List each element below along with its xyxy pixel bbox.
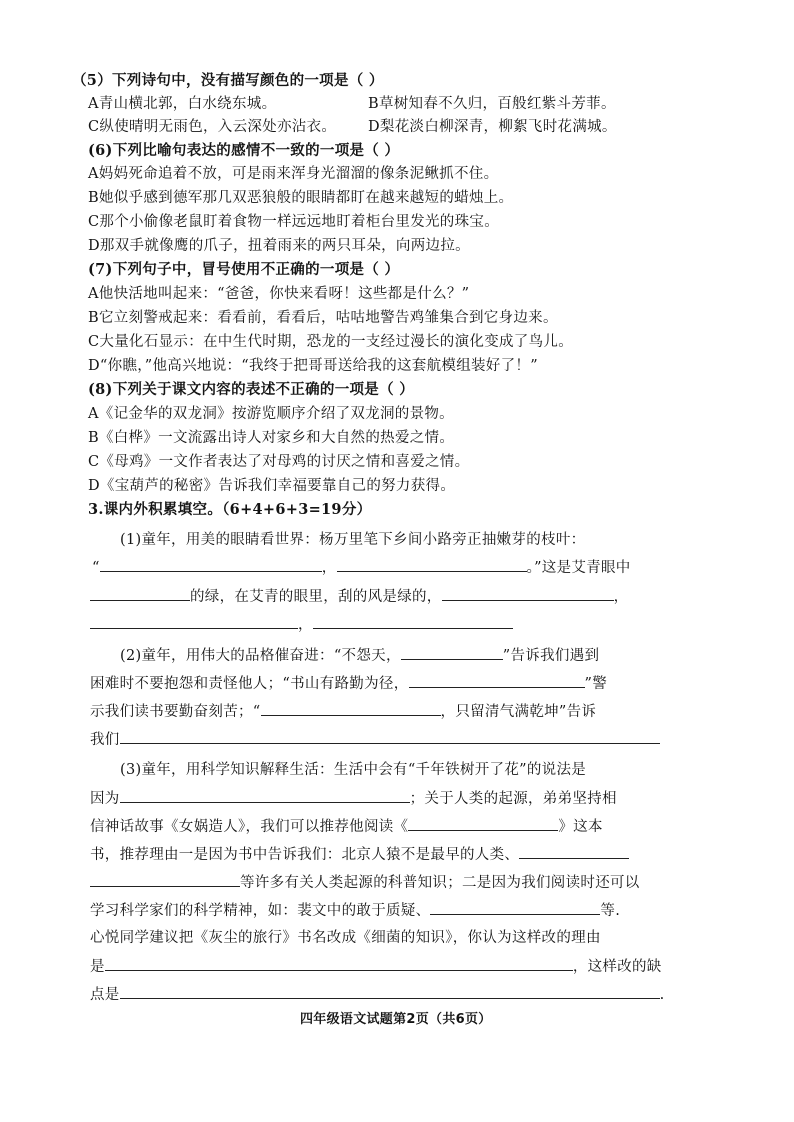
q7-option-a: A他快活地叫起来：“爸爸，你快来看呀！这些都是什么？” <box>88 286 470 302</box>
fill3-line5 <box>90 872 640 893</box>
fill2-text1: (2)童年，用伟大的品格催奋进：“不怨天， <box>120 648 401 664</box>
q8-option-d: D《宝葫芦的秘密》告诉我们幸福要靠自己的努力获得。 <box>88 478 456 494</box>
fill3-text3: 信神话故事《女娲造人》，我们可以推荐他阅读《 <box>90 819 409 835</box>
fill3-line1: (3)童年，用科学知识解释生活：生活中会有“千年铁树开了花”的说法是 <box>120 762 587 778</box>
fill1-blank1[interactable] <box>100 557 322 572</box>
fill3-text9: 点是 <box>90 987 120 1003</box>
fill3-line3 <box>90 816 603 837</box>
fill3-text5: 等许多有关人类起源的科普知识；二是因为我们阅读时还可以 <box>240 875 640 891</box>
fill2-line2 <box>90 673 607 694</box>
q5-title: （5）下列诗句中，没有描写颜色的一项是（ ） <box>72 72 384 89</box>
q8-option-c: C《母鸡》一文作者表达了对母鸡的讨厌之情和喜爱之情。 <box>88 454 470 470</box>
q6-option-d: D那双手就像鹰的爪子，扭着雨来的两只耳朵，向两边拉。 <box>88 238 470 254</box>
fill1-blank2[interactable] <box>337 557 527 572</box>
fill3-line8 <box>90 956 662 977</box>
fill1-tail: 。”这是艾青眼中 <box>526 560 631 576</box>
fill3-text8b: ，这样改的缺 <box>572 959 662 975</box>
q7-option-c: C大量化石显示：在中生代时期，恐龙的一支经过漫长的演化变成了鸟儿。 <box>88 334 573 350</box>
q8-option-b: B《白桦》一文流露出诗人对家乡和大自然的热爱之情。 <box>88 430 455 446</box>
q6-option-c: C那个小偷像老鼠盯着食物一样远远地盯着柜台里发光的珠宝。 <box>88 214 499 230</box>
fill3-line6 <box>90 900 620 921</box>
q8-title: (8)下列关于课文内容的表述不正确的一项是（ ） <box>88 381 415 398</box>
fill3-blank3[interactable] <box>519 844 629 859</box>
page-footer: 四年级语文试题第2页（共6页） <box>300 1012 492 1027</box>
fill3-text2b: ；关于人类的起源，弟弟坚持相 <box>409 791 617 807</box>
q6-option-b: B她似乎感到德军那几双恶狼般的眼睛都盯在越来越短的蜡烛上。 <box>88 190 514 206</box>
fill2-line4 <box>90 729 660 750</box>
fill3-blank4[interactable] <box>90 872 240 887</box>
q5-option-c: C纵使晴明无雨色，入云深处亦沾衣。 <box>88 119 337 135</box>
fill3-text4: 书，推荐理由一是因为书中告诉我们：北京人猿不是最早的人类、 <box>90 847 520 863</box>
fill3-blank1[interactable] <box>120 788 410 803</box>
q6-title: (6)下列比喻句表达的感情不一致的一项是（ ） <box>88 142 400 159</box>
q5-option-b: B草树知春不久归，百般红紫斗芳菲。 <box>368 96 616 112</box>
section3-title: 3.课内外积累填空。（6+4+6+3=19分） <box>88 501 372 518</box>
fill3-text6b: 等. <box>600 903 621 919</box>
period: . <box>659 987 665 1003</box>
fill1-blank5[interactable] <box>90 614 298 629</box>
fill3-line7: 心悦同学建议把《灰尘的旅行》书名改成《细菌的知识》，你认为这样改的理由 <box>90 930 601 946</box>
fill3-blank5[interactable] <box>430 900 600 915</box>
fill2-text4: 我们 <box>90 732 120 748</box>
fill3-text2: 因为 <box>90 791 120 807</box>
fill2-blank2[interactable] <box>409 673 585 688</box>
fill2-line1 <box>120 645 599 666</box>
q8-option-a: A《记金华的双龙洞》按游览顺序介绍了双龙洞的景物。 <box>88 406 454 422</box>
q7-option-b: B它立刻警戒起来：看看前，看看后，咕咕地警告鸡雏集合到它身边来。 <box>88 310 558 326</box>
fill3-blank6[interactable] <box>105 956 573 971</box>
q5-option-a: A青山横北郭，白水绕东城。 <box>88 96 277 112</box>
fill3-line4 <box>90 844 629 865</box>
q7-option-d: D“你瞧，”他高兴地说：“我终于把哥哥送给我的这套航模组装好了！” <box>88 358 538 374</box>
fill1-text3: 的绿，在艾青的眼里，刮的风是绿的， <box>190 589 442 605</box>
fill3-text6: 学习科学家们的科学精神，如：裴文中的敢于质疑、 <box>90 903 431 919</box>
fill2-line3 <box>90 701 596 722</box>
comma: ， <box>613 589 629 605</box>
fill3-line2 <box>90 788 617 809</box>
q7-title: (7)下列句子中，冒号使用不正确的一项是（ ） <box>88 261 400 278</box>
fill2-blank4[interactable] <box>120 729 660 744</box>
comma: ， <box>321 560 337 576</box>
fill3-text8: 是 <box>90 959 105 975</box>
fill2-text3: 示我们读书要勤奋刻苦；“ <box>90 704 261 720</box>
fill1-line3 <box>90 586 628 607</box>
fill2-text2b: ”警 <box>584 676 608 692</box>
quote-open: “ <box>92 560 100 576</box>
fill2-text2: 困难时不要抱怨和责怪他人；“书山有路勤为径， <box>90 676 409 692</box>
fill1-blank6[interactable] <box>313 614 513 629</box>
comma: ， <box>298 617 313 633</box>
fill1-line2 <box>92 557 631 578</box>
fill2-text3b: ，只留清气满乾坤”告诉 <box>440 704 597 720</box>
fill3-text3b: 》这本 <box>558 819 603 835</box>
fill3-blank2[interactable] <box>408 816 558 831</box>
fill1-line4 <box>90 614 513 635</box>
q5-option-d: D梨花淡白柳深青，柳絮飞时花满城。 <box>368 119 617 135</box>
fill3-line9 <box>90 984 665 1005</box>
fill3-blank7[interactable] <box>120 984 660 999</box>
fill2-blank3[interactable] <box>261 701 441 716</box>
fill1-blank3[interactable] <box>90 586 190 601</box>
fill2-blank1[interactable] <box>401 645 503 660</box>
fill2-text1b: ”告诉我们遇到 <box>502 648 600 664</box>
fill1-line1: (1)童年，用美的眼睛看世界：杨万里笔下乡间小路旁正抽嫩芽的枝叶： <box>120 532 586 548</box>
fill1-blank4[interactable] <box>442 586 614 601</box>
q6-option-a: A妈妈死命追着不放，可是雨来浑身光溜溜的像条泥鳅抓不住。 <box>88 166 499 182</box>
